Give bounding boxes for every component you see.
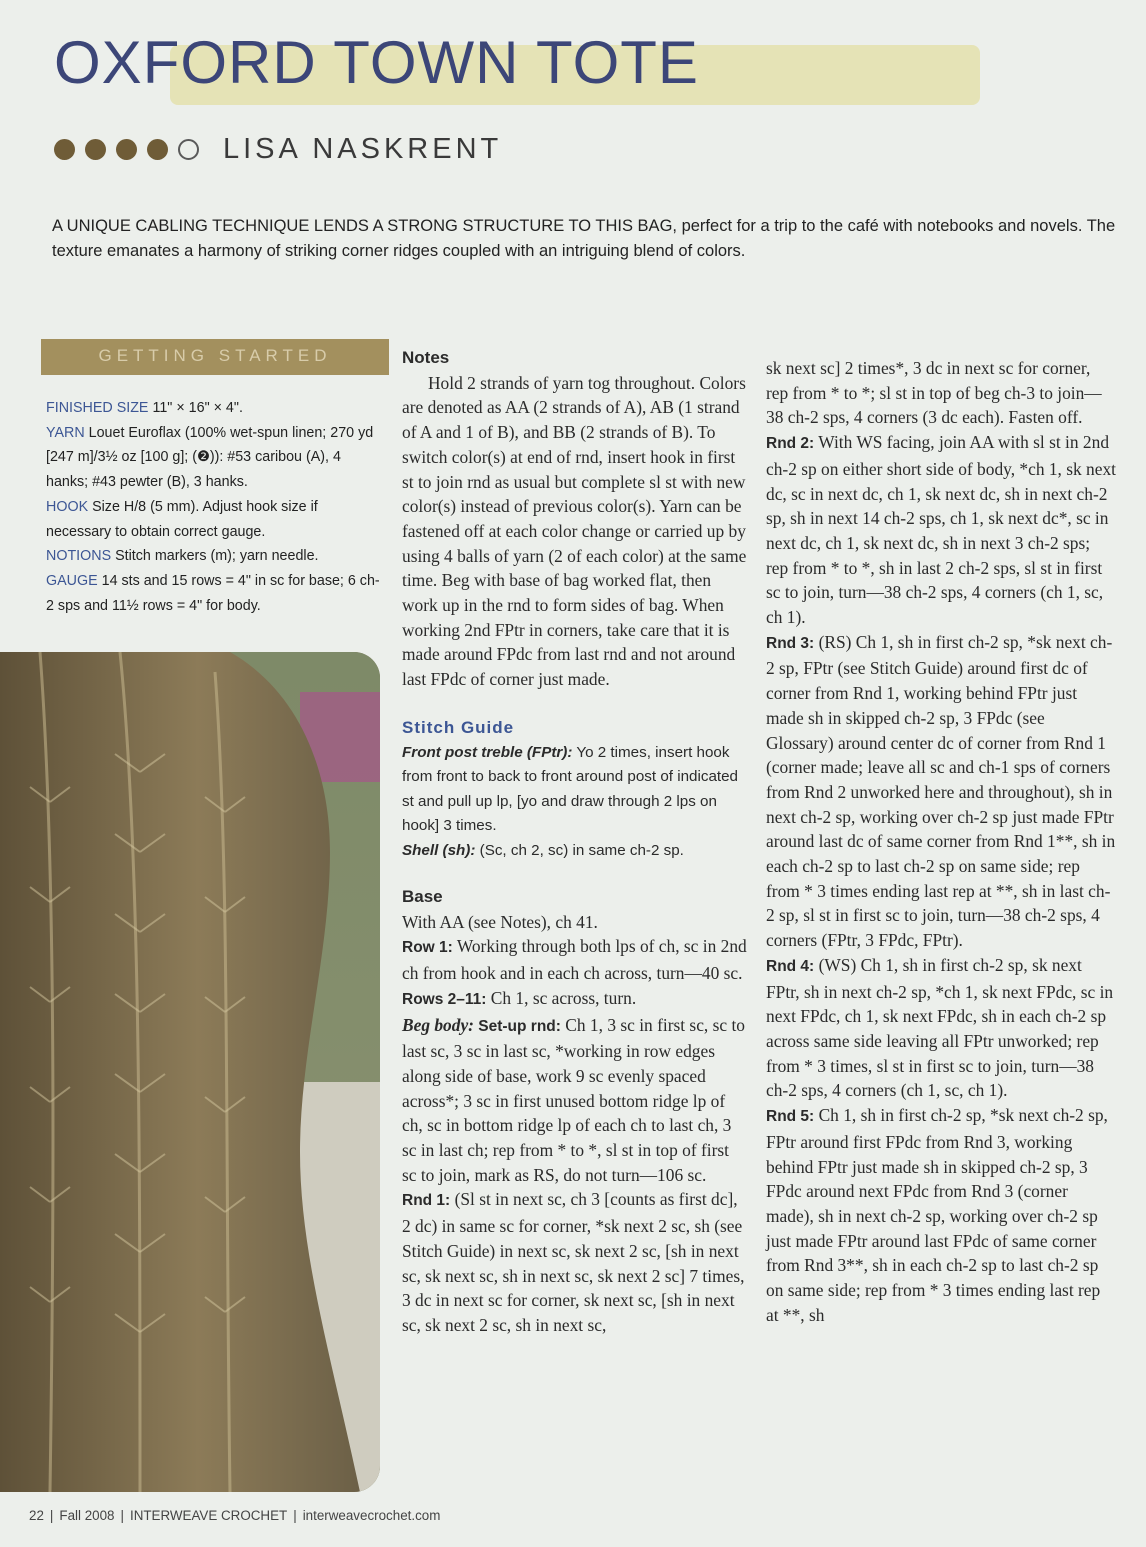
rnd4 <box>766 953 1116 1103</box>
row-label: Rows 2–11: <box>402 990 487 1008</box>
byline <box>54 133 502 166</box>
rnd1-continued: sk next sc] 2 times*, 3 dc in next sc for corner, rep from * to *; sl st in top of beg ch-3 to join—38 ch-2 sps, 4 corners (3 dc each). Fasten off. <box>766 358 1102 428</box>
gs-text: Louet Euroflax (100% wet-spun linen; 270 yd [247 m]/3½ oz [100 g]; (❷)): #53 caribou (A), 4 hanks; #43 pewter (B), 3 hanks. <box>46 424 374 491</box>
fptr-label: Front post treble (FPtr): <box>402 743 573 761</box>
row-label: Row 1: <box>402 939 453 957</box>
page-number: 22 <box>29 1508 44 1523</box>
getting-started-header <box>41 339 389 375</box>
base-intro: With AA (see Notes), ch 41. <box>402 911 598 932</box>
beg-body-label: Beg body: <box>402 1014 474 1035</box>
author-name: LISA NASKRENT <box>223 133 503 165</box>
gs-label: GAUGE <box>46 572 98 589</box>
yarn <box>46 421 384 495</box>
gs-label: YARN <box>46 424 85 441</box>
base-row1 <box>402 934 747 985</box>
website-url: interweavecrochet.com <box>302 1508 441 1523</box>
stitch-guide-fptr <box>402 741 747 839</box>
shell-label: Shell (sh): <box>402 841 476 859</box>
fptr-text: Yo 2 times, insert hook from front to back to front around post of indicated st and pull up lp, [yo and draw through 2 lps on hook] 3 times. <box>402 743 739 835</box>
row-text: (WS) Ch 1, sh in first ch-2 sp, sk next FPtr, sh in next ch-2 sp, *ch 1, sk next FPdc, sc in next FPdc, ch 1, sk next FPdc, sh in each ch-2 sp across same side leaving all FPtr unworked; rep from * 3 times, sl st in first sc to join, turn—38 ch-2 sps, 4 corners (ch 1, sc, ch 1). <box>766 954 1114 1101</box>
row-text: (RS) Ch 1, sh in first ch-2 sp, *sk next ch-2 sp, FPtr (see Stitch Guide) around first dc of corner from Rnd 1, working behind FPtr just made sh in skipped ch-2 sp, 3 FPdc (see Glossary) around center dc of corner from Rnd 1 (corner made; leave all sc and ch-1 sps of corners from Rnd 2 unworked here and throughout), sh in next ch-2 sp, working over ch-2 sp just made FPtr around last dc of same corner from Rnd 1**, sh in each ch-2 sp to last ch-2 sp on same side; rep from * 3 times ending last rep at **, sh in last ch-2 sp, sl st in first sc to join, turn—38 ch-2 sps, 4 corners (FPtr, 3 FPdc, FPtr). <box>766 631 1116 951</box>
gs-text: 14 sts and 15 rows = 4" in sc for base; 6 ch-2 sps and 11½ rows = 4" for body. <box>46 572 380 614</box>
hook <box>46 495 384 544</box>
row-label: Rnd 2: <box>766 435 815 453</box>
stitch-guide-heading: Stitch Guide <box>402 717 515 737</box>
intro-lead: A UNIQUE CABLING TECHNIQUE LENDS A STRONG STRUCTURE TO THIS BAG, <box>52 217 677 235</box>
gs-text: Stitch markers (m); yarn needle. <box>111 548 319 565</box>
difficulty-dot-filled-icon <box>54 139 75 160</box>
magazine-name: INTERWEAVE CROCHET <box>129 1508 288 1523</box>
notions <box>46 544 384 569</box>
tote-bag-photo <box>0 652 380 1492</box>
row-label: Rnd 1: <box>402 1192 451 1210</box>
row-text: Ch 1, sc across, turn. <box>486 987 637 1008</box>
setup-text: Ch 1, 3 sc in first sc, sc to last sc, 3 sc in last sc, *working in row edges along side of base, work 9 sc evenly spaced across*; 3 sc in first unused bottom ridge lp of ch, sc in bottom ridge lp of each ch to last ch, 3 sc in last ch; rep from * to *, sl st in top of first sc to join, mark as RS, do not turn—106 sc. <box>402 1014 745 1185</box>
row-text: (Sl st in next sc, ch 3 [counts as first dc], 2 dc) in same sc for corner, *sk next 2 sc, sh (see Stitch Guide) in next sc, sk next 2 sc, [sh in next sc, sk next sc, sh in next sc, sk next 2 sc] 7 times, 3 dc in next sc for corner, sk next sc, [sh in next sc, sk next 2 sc, sh in next sc, <box>402 1189 745 1335</box>
gs-text: 11" × 16" × 4". <box>148 400 243 416</box>
getting-started-title: GETTING STARTED <box>98 346 332 365</box>
gs-label: FINISHED SIZE <box>46 400 149 416</box>
finished-size <box>46 396 384 421</box>
row-text: Ch 1, sh in first ch-2 sp, *sk next ch-2 sp, FPtr around first FPdc from Rnd 3, working behind FPtr just made sh in skipped ch-2 sp, 3 FPdc around next FPdc from Rnd 3 (corner made), sh in next ch-2 sp, working over ch-2 sp just made FPtr around last FPdc of same corner from Rnd 3**, sh in each ch-2 sp to last ch-2 sp on same side; rep from * 3 times ending last rep at **, sh <box>766 1105 1108 1325</box>
shell-text: (Sc, ch 2, sc) in same ch-2 sp. <box>475 841 684 859</box>
notes-text: Hold 2 strands of yarn tog throughout. Colors are denoted as AA (2 strands of A), AB (1 strand of A and 1 of B), and BB (2 strands of B). To switch color(s) at end of rnd, insert hook in first st to join rnd as usual but complete sl st with new color(s) instead of previous color(s). Yarn can be fastened off at each color change or carried up by using 4 balls of yarn (2 of each color) at the same time. Beg with base of bag worked flat, then work up in the rnd to form sides of bag. When working 2nd FPtr in corners, take care that it is made around FPdc from last rnd and not around last FPdc of corner just made. <box>402 372 747 690</box>
row-text: Working through both lps of ch, sc in 2nd ch from hook and in each ch across, turn—40 sc. <box>402 936 747 984</box>
base-rnd1 <box>402 1187 747 1337</box>
base-heading: Base <box>402 887 443 907</box>
difficulty-dot-filled-icon <box>147 139 168 160</box>
setup-label: Set-up rnd: <box>473 1017 561 1035</box>
difficulty-dot-filled-icon <box>85 139 106 160</box>
gauge <box>46 569 384 618</box>
gs-label: HOOK <box>46 498 89 515</box>
gs-label: NOTIONS <box>46 548 112 565</box>
intro-paragraph <box>52 214 1122 264</box>
stitch-guide-shell <box>402 839 747 864</box>
difficulty-dot-filled-icon <box>116 139 137 160</box>
pattern-column-3 <box>766 356 1116 1327</box>
pattern-column-2 <box>402 346 747 1338</box>
issue: Fall 2008 <box>59 1508 115 1523</box>
row-label: Rnd 5: <box>766 1108 815 1126</box>
rnd2 <box>766 430 1116 630</box>
beg-body-setup <box>402 1013 747 1188</box>
getting-started-box <box>46 396 384 618</box>
intro-rest: perfect for a trip to the café with notebooks and novels. The texture emanates a harmony of striking corner ridges coupled with an intriguing blend of colors. <box>52 217 1116 260</box>
difficulty-dot-empty-icon <box>178 139 199 160</box>
page-title: OXFORD TOWN TOTE <box>54 29 699 96</box>
page-footer: 22 | Fall 2008 | INTERWEAVE CROCHET | interweavecrochet.com <box>29 1508 441 1523</box>
gs-text: Size H/8 (5 mm). Adjust hook size if necessary to obtain correct gauge. <box>46 498 318 540</box>
row-label: Rnd 4: <box>766 957 815 975</box>
rnd5 <box>766 1103 1116 1327</box>
notes-heading: Notes <box>402 348 450 367</box>
base-rows-2-11 <box>402 986 747 1013</box>
row-text: With WS facing, join AA with sl st in 2nd ch-2 sp on either short side of body, *ch 1, sk next dc, sc in next dc, ch 1, sk next dc, sh in next ch-2 sp, sh in next 14 ch-2 sps, ch 1, sk next dc*, sc in next dc, ch 1, sk next dc, sh in next 3 ch-2 sps; rep from * to *, sh in last 2 ch-2 sps, sl st in first sc to join, turn—38 ch-2 sps, 4 corners (ch 1, sc, ch 1). <box>766 432 1117 628</box>
row-label: Rnd 3: <box>766 634 815 652</box>
rnd3 <box>766 630 1116 953</box>
